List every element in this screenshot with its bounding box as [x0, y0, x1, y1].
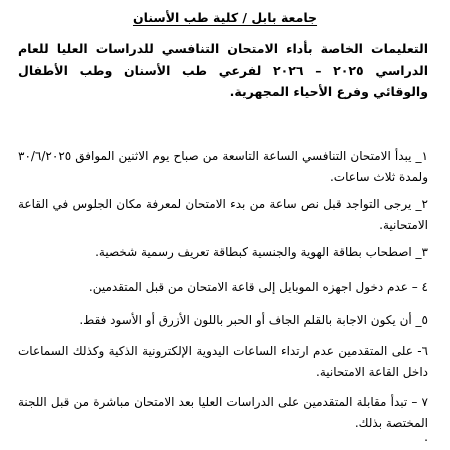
instruction-item-2: ٢_ يرجى التواجد قبل نص ساعة من بدء الامتحان لمعرفة مكان الجلوس في القاعة الامتحانية.	[18, 197, 428, 232]
instruction-item-7: ٧ – تبدأ مقابلة المتقدمين على الدراسات العليا بعد الامتحان مباشرة من قبل اللجنة المختصة بذلك.	[18, 395, 428, 430]
university-college-title: جامعة بابل / كلية طب الأسنان	[132, 10, 318, 25]
instruction-item-1: ١_ يبدأ الامتحان التنافسي الساعة التاسعة من صباح يوم الاثنين الموافق ٣٠/٦/٢٠٢٥ ولمدة ثلاث ساعات.	[18, 149, 428, 184]
instruction-item-6: ٦- على المتقدمين عدم ارتداء الساعات اليدوية الإلكترونية الذكية وكذلك السماعات داخل القاعة الامتحانية.	[18, 344, 428, 379]
instruction-item-3: ٣_ اصطحاب بطاقة الهوية والجنسية كبطاقة تعريف رسمية شخصية.	[95, 245, 428, 259]
end-mark: .	[424, 430, 428, 444]
instructions-intro-heading: التعليمات الخاصة بأداء الامتحان التنافسي للدراسات العليا للعام الدراسي ٢٠٢٥ – ٢٠٢٦ لفرعي طب الأسنان وطب الأطفال والوقائي وفرع الأحياء المجهرية.	[18, 41, 428, 99]
instruction-item-5: ٥_ أن يكون الاجابة بالقلم الجاف أو الحبر باللون الأزرق أو الأسود فقط.	[79, 313, 428, 327]
instruction-item-4: ٤ – عدم دخول اجهزه الموبايل إلى قاعة الامتحان من قبل المتقدمين.	[88, 280, 428, 294]
